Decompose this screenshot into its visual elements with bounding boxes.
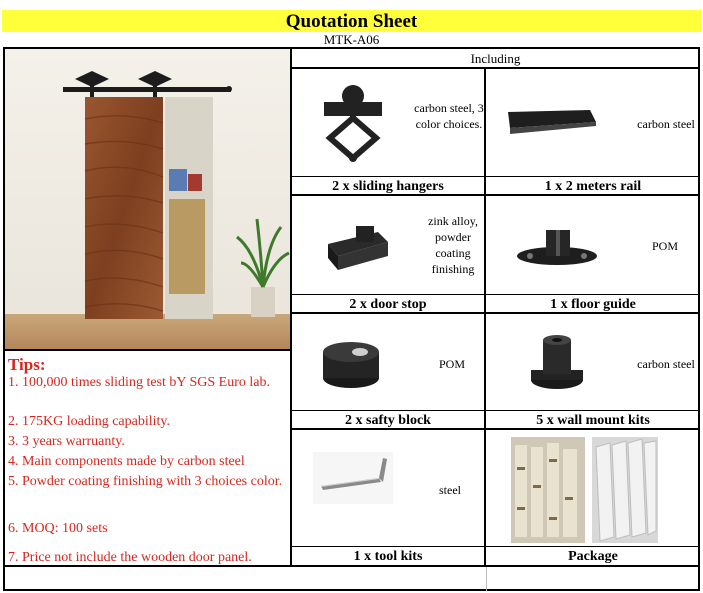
tip-item: 5. Powder coating finishing with 3 choices color. <box>8 474 283 489</box>
item-material: POM <box>438 357 465 371</box>
item-caption: 1 x 2 meters rail <box>544 179 642 194</box>
tip-item: 7. Price not include the wooden door panel. <box>8 550 252 565</box>
tip-item: 2. 175KG loading capability. <box>8 414 171 429</box>
item-caption: Package <box>568 549 618 564</box>
item-caption: 5 x wall mount kits <box>536 413 650 428</box>
door-stop-image <box>318 214 394 276</box>
tips-title: Tips: <box>8 355 46 374</box>
divider <box>291 410 700 411</box>
item-caption: 1 x tool kits <box>353 549 423 564</box>
package-photo-boxes <box>511 437 585 543</box>
item-material: steel <box>439 483 461 497</box>
item-material: carbon steel, 3 color choices. <box>414 101 484 131</box>
safety-block-image <box>318 334 384 394</box>
item-material: POM <box>651 239 678 253</box>
item-material: carbon steel <box>637 357 695 371</box>
including-header: Including <box>470 51 521 66</box>
wall-mount-kit-image <box>526 330 588 394</box>
item-caption: 1 x floor guide <box>550 297 636 312</box>
tip-item: 3. 3 years warruanty. <box>8 434 125 449</box>
tool-kit-image <box>313 452 393 504</box>
item-caption: 2 x safty block <box>345 413 431 428</box>
item-material: carbon steel <box>637 117 695 131</box>
sliding-hanger-image <box>318 82 388 166</box>
rail-image <box>506 104 598 148</box>
tip-item: 4. Main components made by carbon steel <box>8 454 245 469</box>
divider <box>291 176 700 177</box>
tip-item: 6. MOQ: 100 sets <box>8 521 108 536</box>
divider <box>3 349 292 351</box>
divider <box>290 67 700 69</box>
item-material: zink alloy, powder coating finishing <box>428 214 478 276</box>
barn-door-photo <box>5 49 290 349</box>
divider <box>291 294 700 295</box>
tip-item: 1. 100,000 times sliding test bY SGS Euro lab. <box>8 375 270 390</box>
model-number: MTK-A06 <box>323 32 380 47</box>
divider <box>291 546 700 547</box>
package-photo-panels <box>592 437 658 543</box>
item-caption: 2 x door stop <box>349 297 427 312</box>
floor-guide-image <box>512 224 602 270</box>
page-title: Quotation Sheet <box>2 10 701 32</box>
divider <box>486 567 487 591</box>
divider <box>484 67 486 565</box>
item-caption: 2 x sliding hangers <box>332 179 444 194</box>
